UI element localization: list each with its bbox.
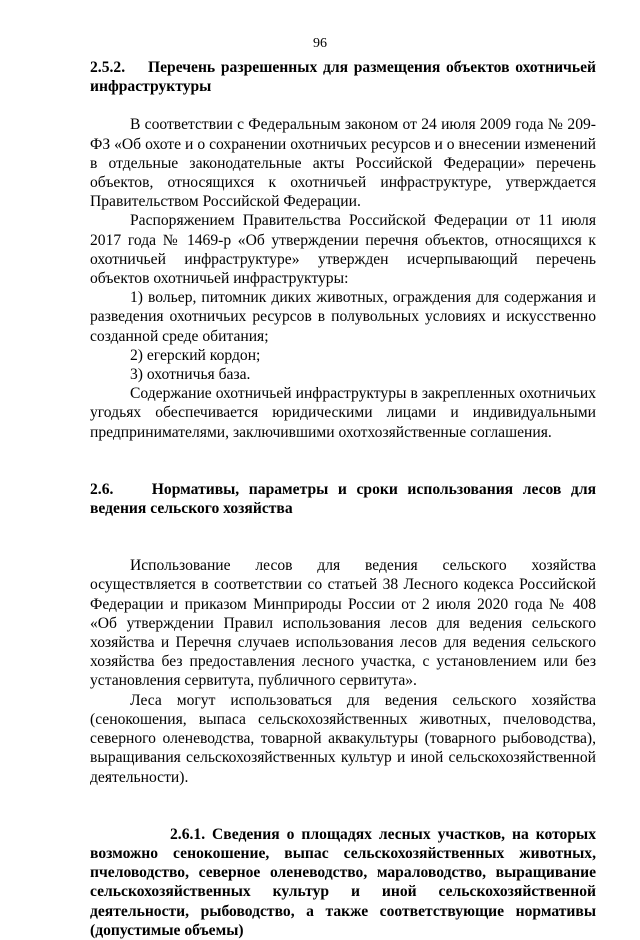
list-item: 2) егерский кордон; [130, 346, 261, 364]
paragraph: Распоряжением Правительства Российской Федерации от 11 июля 2017 года № 1469-р «Об утверждении перечня объектов, относящихся к охотничьей инфраструктуре» утвержден исчерпывающий перечень объектов охотничьей инфраструктуры: [90, 212, 596, 288]
section-title: Сведения о площадях лесных участков, на которых возможно сенокошение, выпас сельскохозяйственных животных, пчеловодство, северное оленеводство, мараловодство, выращивание сельскохозяйственных культур и иной сельскохозяйственной деятельности, рыбоводство, а также соответствующие нормативы (допустимые объемы) [90, 825, 596, 939]
section-heading-2-6-1 [90, 825, 596, 940]
section-heading-2-6 [90, 480, 596, 518]
section-title: Нормативы, параметры и сроки использования лесов для ведения сельского хозяйства [90, 480, 597, 518]
section-title: Перечень разрешенных для размещения объектов охотничьей инфраструктуры [90, 59, 596, 96]
paragraph: Леса могут использоваться для ведения сельского хозяйства (сенокошения, выпаса сельскохозяйственных животных, пчеловодства, северного оленеводства, товарной аквакультуры (товарного рыбоводства), выращивания сельскохозяйственных культур и иной сельскохозяйственной деятельности). [90, 691, 596, 786]
list-item: 1) вольер, питомник диких животных, ограждения для содержания и разведения охотничьих ресурсов в полувольных условиях и искусственно созданной среде обитания; [90, 289, 596, 345]
paragraph: Использование лесов для ведения сельского хозяйства осуществляется в соответствии со статьей 38 Лесного кодекса Российской Федерации и приказом Минприроды России от 2 июля 2020 года № 408 «Об утверждении Правил использования лесов для ведения сельского хозяйства и Перечня случаев использования лесов для ведения сельского хозяйства без предоставления лесного участка, с установлением или без установления сервитута, публичного сервитута». [90, 557, 596, 690]
section-number: 2.5.2. [90, 59, 126, 76]
section-number: 2.6. [90, 480, 114, 498]
page-number: 96 [313, 36, 327, 51]
list-item: 3) охотничья база. [130, 366, 251, 384]
section-number: 2.6.1. [170, 825, 206, 843]
section-heading-2-5-2 [90, 58, 596, 96]
paragraph: Содержание охотничьей инфраструктуры в закрепленных охотничьих угодьях обеспечивается юридическими лицами и индивидуальными предпринимателями, заключившими охотхозяйственные соглашения. [90, 385, 596, 441]
paragraph: В соответствии с Федеральным законом от 24 июля 2009 года № 209-ФЗ «Об охоте и о сохранении охотничьих ресурсов и о внесении изменений в отдельные законодательные акты Российской Федерации» перечень объектов, относящихся к охотничьей инфраструктуре, утверждается Правительством Российской Федерации. [90, 116, 596, 211]
page-content [90, 58, 596, 940]
